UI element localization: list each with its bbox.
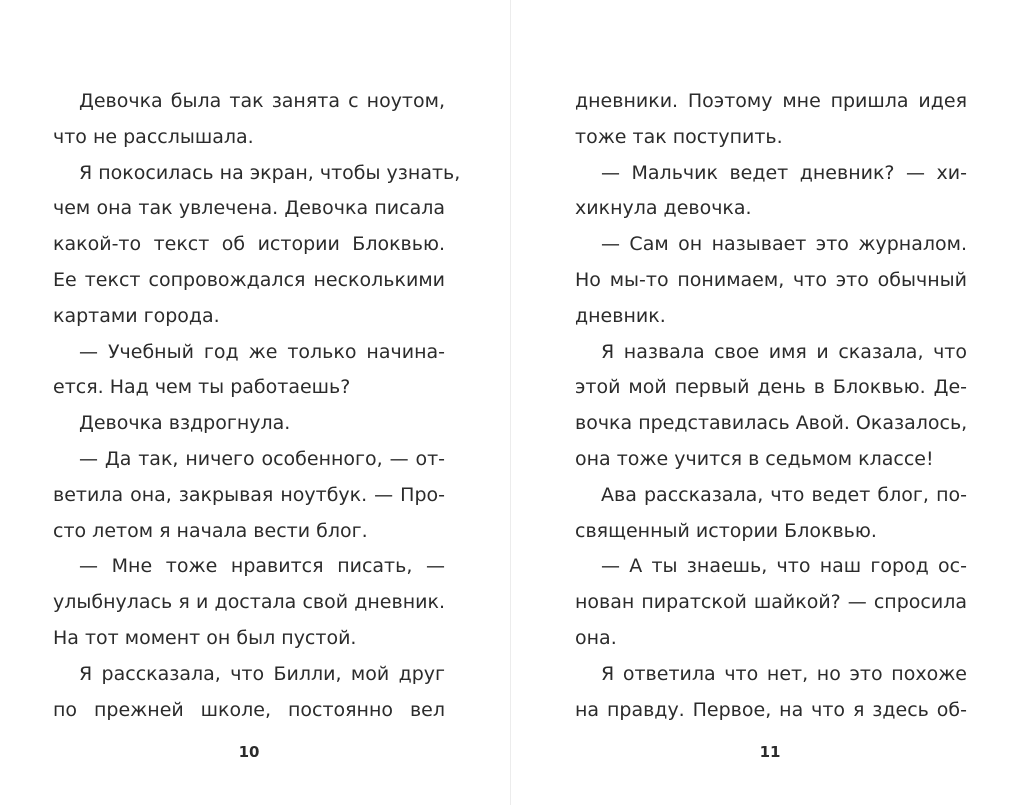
text-line: нован пиратской шайкой? — спросила [575, 591, 967, 614]
text-line: Девочка вздрогнула. [79, 412, 291, 435]
text-line: священный истории Блоквью. [575, 519, 877, 542]
text-line: улыбнулась я и достала свой дневник. [53, 591, 445, 614]
text-line: Но мы-то понимаем, что это обычный [575, 268, 967, 291]
text-line: чем она так увлечена. Девочка писала [53, 197, 445, 220]
text-line: что не расслышала. [53, 125, 254, 148]
text-line: ветила она, закрывая ноутбук. — Про- [53, 483, 445, 506]
text-line: — Мне тоже нравится писать, — [79, 555, 445, 578]
text-line: Ее текст сопровождался несколькими [53, 268, 445, 291]
text-line: она. [575, 626, 617, 649]
text-line: сто летом я начала вести блог. [53, 519, 368, 542]
text-line: по прежней школе, постоянно вел [53, 698, 445, 721]
page-number-left: 10 [238, 743, 260, 761]
text-line: Ава рассказала, что ведет блог, по- [601, 483, 967, 506]
text-line: На тот момент он был пустой. [53, 626, 357, 649]
text-line: дневники. Поэтому мне пришла идея [575, 90, 967, 112]
text-line: какой-то текст об истории Блоквью. [53, 233, 445, 256]
text-line: Девочка была так занята с ноутом, [79, 90, 445, 112]
text-line: — Да так, ничего особенного, — от- [79, 447, 445, 470]
text-line: — Учебный год же только начина- [79, 340, 445, 363]
text-line: — А ты знаешь, что наш город ос- [601, 555, 967, 578]
page-gutter [510, 0, 511, 805]
right-page-body [575, 84, 967, 728]
text-line: — Мальчик ведет дневник? — хи- [601, 161, 967, 184]
text-line: хикнула девочка. [575, 197, 752, 220]
text-line: Я покосилась на экран, чтобы узнать, [79, 161, 461, 184]
text-line: этой мой первый день в Блоквью. Де- [575, 376, 967, 399]
text-line: тоже так поступить. [575, 125, 783, 148]
text-line: ется. Над чем ты работаешь? [53, 376, 351, 399]
text-line: Я назвала свое имя и сказала, что [601, 340, 967, 363]
left-page-body [53, 84, 461, 728]
text-line: Я рассказала, что Билли, мой друг [79, 662, 445, 685]
page-number-right: 11 [759, 743, 781, 761]
text-line: — Сам он называет это журналом. [601, 233, 967, 256]
text-line: на правду. Первое, на что я здесь об- [575, 698, 967, 721]
text-line: она тоже учится в седьмом классе! [575, 447, 934, 470]
text-line: вочка представилась Авой. Оказалось, [575, 412, 968, 435]
text-line: дневник. [575, 304, 666, 327]
text-line: картами города. [53, 304, 220, 327]
text-line: Я ответила что нет, но это похоже [601, 662, 967, 685]
